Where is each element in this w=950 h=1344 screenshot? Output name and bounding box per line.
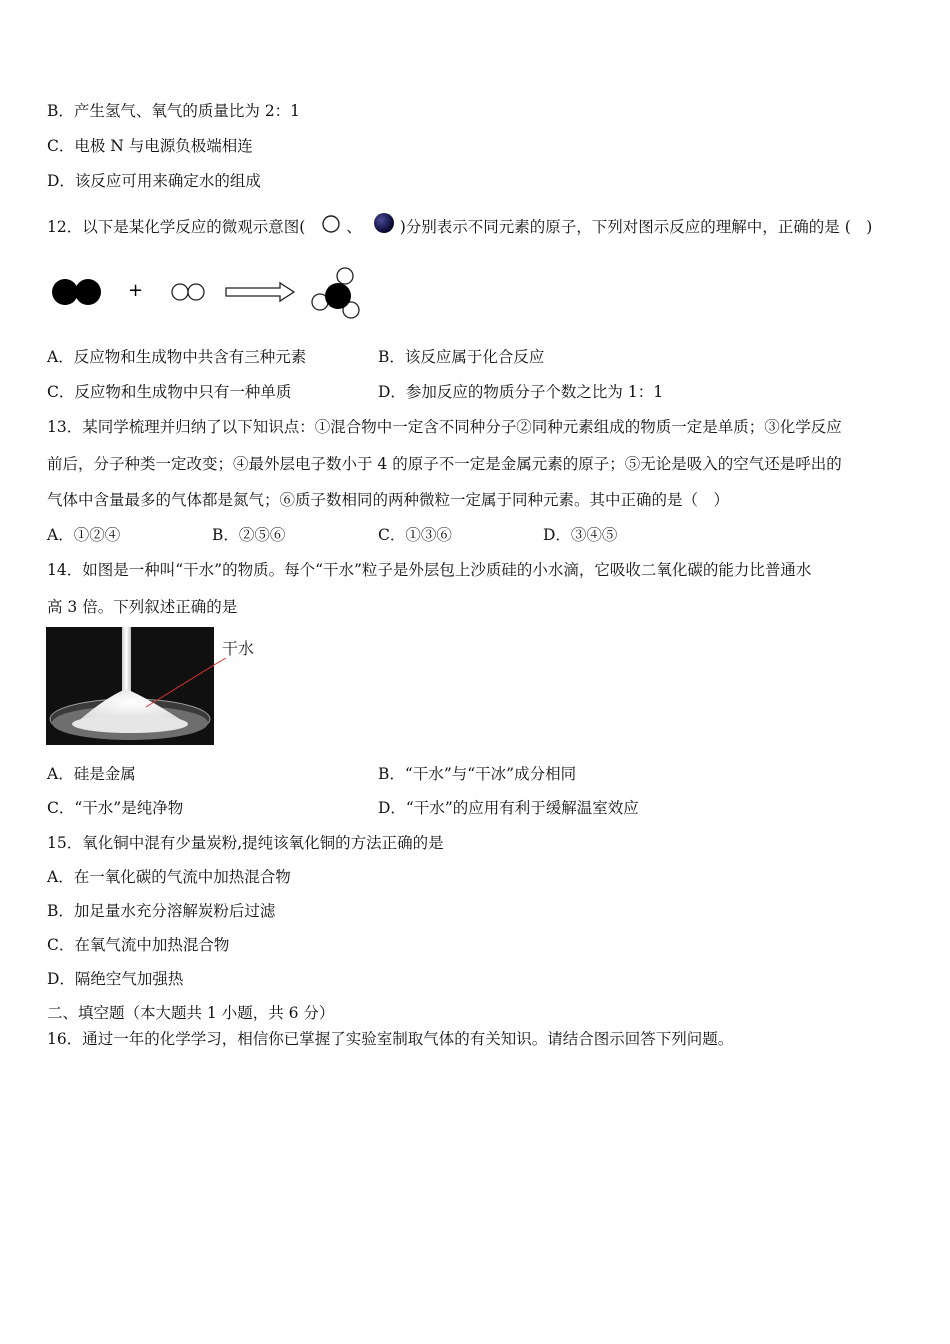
q14-option-a: A．硅是金属 [47, 765, 136, 783]
q11-option-b: B．产生氢气、氧气的质量比为 2：1 [47, 102, 301, 120]
q12-stem-sep: 、 [346, 218, 362, 236]
q12-option-c: C．反应物和生成物中只有一种单质 [47, 383, 292, 401]
dry-water-label: 干水 [222, 639, 255, 658]
q14-option-b: B．“干水”与“干冰”成分相同 [378, 765, 577, 783]
q12-stem-prefix: 12．以下是某化学反应的微观示意图( [47, 218, 306, 236]
q15-option-a: A．在一氧化碳的气流中加热混合物 [47, 868, 291, 886]
q13-option-c: C．①③⑥ [378, 526, 452, 544]
dry-water-illustration [46, 627, 214, 745]
q13-option-a: A．①②④ [47, 526, 121, 544]
q11-option-c: C．电极 N 与电源负极端相连 [47, 137, 253, 155]
q14-option-c: C．“干水”是纯净物 [47, 799, 184, 817]
q15-stem: 15．氧化铜中混有少量炭粉,提纯该氧化铜的方法正确的是 [47, 834, 444, 852]
section-heading: 二、填空题（本大题共 1 小题，共 6 分） [47, 1004, 335, 1022]
q13-option-d: D．③④⑤ [543, 526, 618, 544]
q11-option-d: D．该反应可用来确定水的组成 [47, 172, 261, 190]
reaction-arrow [226, 283, 294, 301]
q16-stem: 16．通过一年的化学学习，相信你已掌握了实验室制取气体的有关知识。请结合图示回答下列问题。 [47, 1030, 734, 1048]
q13-line-3: 气体中含量最多的气体都是氮气；⑥质子数相同的两种微粒一定属于同种元素。其中正确的是（ ） [47, 491, 730, 509]
white-molecule [172, 284, 204, 300]
q15-option-c: C．在氧气流中加热混合物 [47, 936, 230, 954]
q13-line-2: 前后，分子种类一定改变；④最外层电子数小于 4 的原子不一定是金属元素的原子；⑤无论是吸入的空气还是呼出的 [47, 455, 842, 473]
q12-stem-suffix: )分别表示不同元素的原子，下列对图示反应的理解中，正确的是 ( ) [399, 218, 873, 236]
reaction-diagram [48, 262, 368, 324]
q15-option-b: B．加足量水充分溶解炭粉后过滤 [47, 902, 276, 920]
q13-option-b: B．②⑤⑥ [212, 526, 286, 544]
q15-option-d: D．隔绝空气加强热 [47, 970, 184, 988]
q14-line-2: 高 3 倍。下列叙述正确的是 [47, 598, 238, 616]
dry-water-photo [46, 627, 214, 745]
black-atom-icon [372, 211, 396, 235]
q13-line-1: 13．某同学梳理并归纳了以下知识点：①混合物中一定含不同种分子②同种元素组成的物质一定是单质；③化学反应 [47, 418, 842, 436]
q12-stem [47, 217, 872, 237]
plus-sign: + [128, 280, 144, 301]
q14-line-1: 14．如图是一种叫“干水”的物质。每个“干水”粒子是外层包上沙质硅的小水滴，它吸收二氧化碳的能力比普通水 [47, 561, 812, 579]
q12-option-b: B．该反应属于化合反应 [378, 348, 545, 366]
q12-option-a: A．反应物和生成物中共含有三种元素 [47, 348, 307, 366]
black-molecule [52, 279, 101, 305]
product-molecule [312, 268, 359, 318]
q14-option-d: D．“干水”的应用有利于缓解温室效应 [378, 799, 639, 817]
q12-option-d: D．参加反应的物质分子个数之比为 1：1 [378, 383, 664, 401]
white-atom-icon [320, 213, 342, 235]
